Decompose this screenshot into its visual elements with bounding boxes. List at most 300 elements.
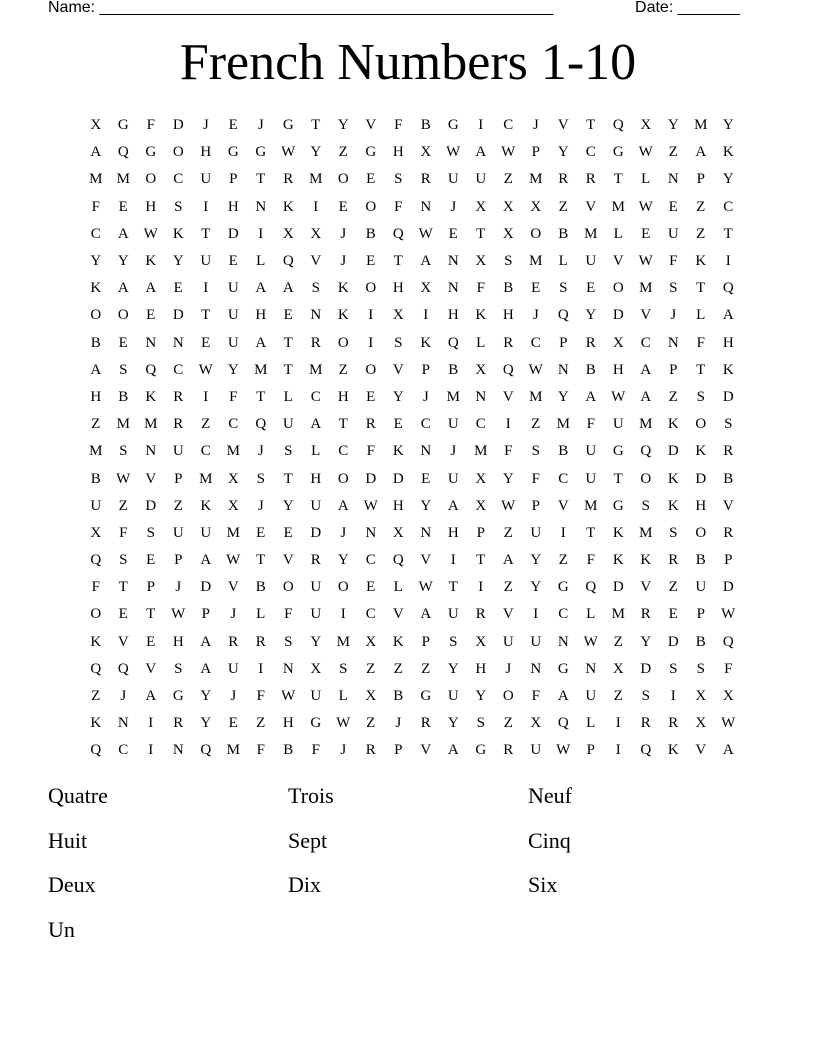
grid-letter[interactable]: A	[200, 660, 212, 677]
grid-letter[interactable]: U	[667, 225, 679, 242]
grid-letter[interactable]: F	[366, 443, 375, 460]
grid-letter[interactable]: V	[502, 388, 514, 405]
grid-letter[interactable]: Z	[201, 416, 211, 433]
grid-letter[interactable]: C	[365, 606, 376, 623]
grid-letter[interactable]: I	[368, 334, 374, 351]
grid-letter[interactable]: X	[475, 198, 487, 215]
grid-letter[interactable]: J	[230, 606, 237, 623]
grid-letter[interactable]: T	[256, 171, 266, 188]
grid-letter[interactable]: M	[529, 388, 543, 405]
grid-letter[interactable]: O	[172, 144, 184, 161]
grid-letter[interactable]: X	[475, 470, 487, 487]
grid-letter[interactable]: Y	[722, 117, 734, 134]
grid-letter[interactable]: W	[226, 552, 241, 569]
grid-letter[interactable]: K	[392, 633, 404, 650]
grid-letter[interactable]: V	[145, 660, 157, 677]
grid-letter[interactable]: C	[90, 225, 101, 242]
grid-letter[interactable]: X	[695, 715, 707, 732]
grid-letter[interactable]: C	[475, 416, 486, 433]
grid-letter[interactable]: O	[365, 198, 377, 215]
grid-letter[interactable]: X	[365, 688, 377, 705]
grid-letter[interactable]: V	[585, 198, 597, 215]
grid-letter[interactable]: O	[365, 280, 377, 297]
grid-letter[interactable]: Q	[640, 742, 652, 759]
grid-letter[interactable]: B	[118, 388, 129, 405]
grid-letter[interactable]: X	[502, 198, 514, 215]
grid-letter[interactable]: A	[557, 688, 569, 705]
grid-letter[interactable]: K	[145, 388, 157, 405]
grid-letter[interactable]: S	[504, 253, 513, 270]
grid-letter[interactable]: N	[172, 334, 184, 351]
grid-letter[interactable]: J	[532, 117, 539, 134]
grid-letter[interactable]: H	[310, 470, 322, 487]
grid-letter[interactable]: G	[612, 443, 624, 460]
grid-letter[interactable]: W	[418, 579, 433, 596]
grid-letter[interactable]: C	[173, 171, 184, 188]
grid-letter[interactable]: F	[531, 688, 540, 705]
grid-letter[interactable]: E	[366, 579, 376, 596]
grid-letter[interactable]: F	[256, 688, 265, 705]
grid-letter[interactable]: Q	[200, 742, 212, 759]
grid-letter[interactable]: K	[420, 334, 432, 351]
grid-letter[interactable]: J	[175, 579, 182, 596]
grid-letter[interactable]: Z	[256, 715, 266, 732]
grid-letter[interactable]: A	[447, 742, 459, 759]
grid-letter[interactable]: S	[449, 633, 458, 650]
grid-letter[interactable]: W	[611, 388, 626, 405]
grid-letter[interactable]: A	[447, 497, 459, 514]
grid-letter[interactable]: A	[475, 144, 487, 161]
grid-letter[interactable]: I	[368, 307, 374, 324]
grid-letter[interactable]: X	[392, 524, 404, 541]
grid-letter[interactable]: M	[144, 416, 158, 433]
grid-letter[interactable]: Y	[172, 253, 184, 270]
grid-letter[interactable]: I	[148, 715, 154, 732]
grid-letter[interactable]: E	[146, 633, 156, 650]
grid-letter[interactable]: R	[228, 633, 239, 650]
grid-letter[interactable]: S	[339, 660, 348, 677]
grid-letter[interactable]: H	[200, 144, 212, 161]
grid-letter[interactable]: U	[447, 606, 459, 623]
grid-letter[interactable]: X	[475, 633, 487, 650]
grid-letter[interactable]: L	[558, 253, 568, 270]
grid-letter[interactable]: I	[313, 198, 319, 215]
grid-letter[interactable]: E	[641, 225, 651, 242]
grid-letter[interactable]: S	[669, 280, 678, 297]
grid-letter[interactable]: M	[529, 171, 543, 188]
grid-letter[interactable]: I	[203, 280, 209, 297]
grid-letter[interactable]: F	[586, 552, 595, 569]
grid-letter[interactable]: M	[446, 388, 460, 405]
grid-letter[interactable]: R	[640, 606, 651, 623]
grid-letter[interactable]: U	[530, 742, 542, 759]
grid-letter[interactable]: Q	[90, 742, 102, 759]
grid-letter[interactable]: A	[145, 280, 157, 297]
grid-letter[interactable]: U	[200, 253, 212, 270]
grid-letter[interactable]: X	[640, 117, 652, 134]
grid-letter[interactable]: Y	[200, 715, 212, 732]
grid-letter[interactable]: P	[696, 171, 705, 188]
grid-letter[interactable]: U	[502, 633, 514, 650]
grid-letter[interactable]: H	[90, 388, 102, 405]
grid-letter[interactable]: Q	[722, 633, 734, 650]
grid-letter[interactable]: B	[283, 742, 294, 759]
grid-letter[interactable]: E	[228, 715, 238, 732]
grid-letter[interactable]: Y	[530, 552, 542, 569]
grid-letter[interactable]: X	[227, 497, 239, 514]
date-field-label[interactable]: Date: _______	[635, 0, 740, 16]
grid-letter[interactable]: K	[667, 416, 679, 433]
grid-letter[interactable]: A	[117, 225, 129, 242]
grid-letter[interactable]: L	[256, 606, 266, 623]
grid-letter[interactable]: I	[203, 198, 209, 215]
grid-letter[interactable]: Q	[282, 253, 294, 270]
grid-letter[interactable]: V	[310, 253, 322, 270]
grid-letter[interactable]: U	[172, 524, 184, 541]
grid-letter[interactable]: A	[722, 307, 734, 324]
grid-letter[interactable]: N	[447, 280, 459, 297]
grid-letter[interactable]: P	[476, 524, 485, 541]
grid-letter[interactable]: W	[501, 497, 516, 514]
grid-letter[interactable]: F	[531, 470, 540, 487]
grid-letter[interactable]: B	[695, 552, 706, 569]
grid-letter[interactable]: O	[365, 361, 377, 378]
grid-letter[interactable]: X	[90, 524, 102, 541]
grid-letter[interactable]: V	[502, 606, 514, 623]
grid-letter[interactable]: D	[392, 470, 404, 487]
grid-letter[interactable]: Z	[503, 715, 513, 732]
grid-letter[interactable]: K	[667, 742, 679, 759]
grid-letter[interactable]: S	[394, 334, 403, 351]
grid-letter[interactable]: K	[695, 443, 707, 460]
grid-letter[interactable]: N	[530, 660, 542, 677]
grid-letter[interactable]: S	[174, 660, 183, 677]
grid-letter[interactable]: X	[475, 253, 487, 270]
grid-letter[interactable]: O	[145, 171, 157, 188]
grid-letter[interactable]: N	[447, 253, 459, 270]
grid-letter[interactable]: F	[229, 388, 238, 405]
grid-letter[interactable]: Z	[338, 361, 348, 378]
grid-letter[interactable]: E	[338, 198, 348, 215]
grid-letter[interactable]: H	[475, 660, 487, 677]
grid-letter[interactable]: E	[586, 280, 596, 297]
grid-letter[interactable]: A	[90, 361, 102, 378]
grid-letter[interactable]: B	[503, 280, 514, 297]
grid-letter[interactable]: I	[725, 253, 731, 270]
grid-letter[interactable]: T	[586, 117, 596, 134]
grid-letter[interactable]: Z	[503, 579, 513, 596]
grid-letter[interactable]: P	[174, 470, 183, 487]
grid-letter[interactable]: Z	[668, 579, 678, 596]
grid-letter[interactable]: K	[695, 253, 707, 270]
grid-letter[interactable]: J	[120, 688, 127, 705]
grid-letter[interactable]: S	[669, 660, 678, 677]
grid-letter[interactable]: Z	[91, 416, 101, 433]
grid-letter[interactable]: E	[173, 280, 183, 297]
grid-letter[interactable]: T	[256, 388, 266, 405]
grid-letter[interactable]: C	[530, 334, 541, 351]
grid-letter[interactable]: I	[340, 606, 346, 623]
grid-letter[interactable]: F	[504, 443, 513, 460]
grid-letter[interactable]: Y	[200, 688, 212, 705]
grid-letter[interactable]: S	[311, 280, 320, 297]
grid-letter[interactable]: I	[258, 660, 264, 677]
grid-letter[interactable]: K	[337, 280, 349, 297]
grid-letter[interactable]: G	[612, 144, 624, 161]
grid-letter[interactable]: S	[256, 470, 265, 487]
grid-letter[interactable]: M	[584, 497, 598, 514]
grid-letter[interactable]: D	[612, 307, 624, 324]
grid-letter[interactable]: S	[119, 443, 128, 460]
grid-letter[interactable]: A	[310, 416, 322, 433]
grid-letter[interactable]: M	[639, 280, 653, 297]
grid-letter[interactable]: T	[311, 117, 321, 134]
grid-letter[interactable]: X	[227, 470, 239, 487]
grid-letter[interactable]: J	[340, 742, 347, 759]
grid-letter[interactable]: U	[695, 579, 707, 596]
grid-letter[interactable]: N	[475, 388, 487, 405]
grid-letter[interactable]: Y	[447, 660, 459, 677]
grid-letter[interactable]: U	[200, 524, 212, 541]
grid-letter[interactable]: I	[615, 742, 621, 759]
grid-letter[interactable]: W	[501, 144, 516, 161]
grid-letter[interactable]: A	[337, 497, 349, 514]
grid-letter[interactable]: R	[723, 524, 734, 541]
grid-letter[interactable]: N	[585, 660, 597, 677]
grid-letter[interactable]: Y	[227, 361, 239, 378]
grid-letter[interactable]: Q	[640, 443, 652, 460]
grid-letter[interactable]: F	[394, 117, 403, 134]
grid-letter[interactable]: V	[282, 552, 294, 569]
grid-letter[interactable]: J	[450, 198, 457, 215]
grid-letter[interactable]: Z	[91, 688, 101, 705]
grid-letter[interactable]: J	[505, 660, 512, 677]
grid-letter[interactable]: Y	[282, 497, 294, 514]
grid-letter[interactable]: W	[638, 198, 653, 215]
grid-letter[interactable]: R	[173, 715, 184, 732]
grid-letter[interactable]: V	[612, 253, 624, 270]
grid-letter[interactable]: V	[640, 307, 652, 324]
grid-letter[interactable]: D	[172, 307, 184, 324]
grid-letter[interactable]: Q	[145, 361, 157, 378]
grid-letter[interactable]: D	[365, 470, 377, 487]
grid-letter[interactable]: G	[475, 742, 487, 759]
grid-letter[interactable]: Y	[392, 388, 404, 405]
grid-letter[interactable]: H	[695, 497, 707, 514]
grid-letter[interactable]: Y	[530, 579, 542, 596]
grid-letter[interactable]: H	[145, 198, 157, 215]
grid-letter[interactable]: W	[638, 253, 653, 270]
grid-letter[interactable]: U	[227, 307, 239, 324]
grid-letter[interactable]: D	[310, 524, 322, 541]
grid-letter[interactable]: P	[586, 742, 595, 759]
grid-letter[interactable]: R	[503, 742, 514, 759]
grid-letter[interactable]: V	[557, 497, 569, 514]
grid-letter[interactable]: P	[724, 552, 733, 569]
grid-letter[interactable]: M	[116, 416, 130, 433]
grid-letter[interactable]: I	[560, 524, 566, 541]
grid-letter[interactable]: A	[255, 280, 267, 297]
grid-letter[interactable]: V	[365, 117, 377, 134]
grid-letter[interactable]: F	[119, 524, 128, 541]
grid-letter[interactable]: U	[447, 171, 459, 188]
grid-letter[interactable]: E	[283, 307, 293, 324]
grid-letter[interactable]: K	[722, 144, 734, 161]
grid-letter[interactable]: J	[450, 443, 457, 460]
grid-letter[interactable]: G	[117, 117, 129, 134]
grid-letter[interactable]: R	[255, 633, 266, 650]
grid-letter[interactable]: N	[282, 660, 294, 677]
grid-letter[interactable]: U	[475, 171, 487, 188]
grid-letter[interactable]: U	[282, 416, 294, 433]
grid-letter[interactable]: D	[695, 470, 707, 487]
grid-letter[interactable]: E	[146, 552, 156, 569]
grid-letter[interactable]: V	[420, 552, 432, 569]
grid-letter[interactable]: U	[310, 579, 322, 596]
grid-letter[interactable]: R	[668, 552, 679, 569]
grid-letter[interactable]: U	[585, 443, 597, 460]
grid-letter[interactable]: U	[227, 660, 239, 677]
grid-letter[interactable]: C	[173, 361, 184, 378]
grid-letter[interactable]: G	[447, 117, 459, 134]
grid-letter[interactable]: W	[336, 715, 351, 732]
grid-letter[interactable]: R	[310, 552, 321, 569]
grid-letter[interactable]: O	[90, 307, 102, 324]
grid-letter[interactable]: X	[310, 660, 322, 677]
grid-letter[interactable]: P	[421, 633, 430, 650]
grid-letter[interactable]: G	[282, 117, 294, 134]
grid-letter[interactable]: E	[283, 524, 293, 541]
grid-letter[interactable]: C	[640, 334, 651, 351]
grid-letter[interactable]: Z	[118, 497, 128, 514]
grid-letter[interactable]: D	[722, 388, 734, 405]
grid-letter[interactable]: U	[585, 688, 597, 705]
grid-letter[interactable]: V	[117, 633, 129, 650]
grid-letter[interactable]: U	[310, 606, 322, 623]
grid-letter[interactable]: X	[475, 361, 487, 378]
grid-letter[interactable]: G	[172, 688, 184, 705]
grid-letter[interactable]: V	[695, 742, 707, 759]
grid-letter[interactable]: P	[201, 606, 210, 623]
grid-letter[interactable]: J	[532, 307, 539, 324]
grid-letter[interactable]: R	[310, 334, 321, 351]
grid-letter[interactable]: H	[502, 307, 514, 324]
grid-letter[interactable]: M	[639, 416, 653, 433]
grid-letter[interactable]: S	[641, 688, 650, 705]
grid-letter[interactable]: M	[226, 443, 240, 460]
grid-letter[interactable]: R	[420, 715, 431, 732]
grid-letter[interactable]: D	[172, 117, 184, 134]
grid-letter[interactable]: S	[696, 660, 705, 677]
grid-letter[interactable]: C	[558, 470, 569, 487]
grid-letter[interactable]: F	[394, 198, 403, 215]
grid-letter[interactable]: D	[667, 633, 679, 650]
grid-letter[interactable]: B	[420, 117, 431, 134]
grid-letter[interactable]: F	[91, 198, 100, 215]
grid-letter[interactable]: N	[145, 334, 157, 351]
grid-letter[interactable]: G	[255, 144, 267, 161]
grid-letter[interactable]: X	[530, 715, 542, 732]
grid-letter[interactable]: S	[146, 524, 155, 541]
grid-letter[interactable]: H	[392, 280, 404, 297]
grid-letter[interactable]: W	[638, 144, 653, 161]
grid-letter[interactable]: G	[420, 688, 432, 705]
grid-letter[interactable]: T	[283, 470, 293, 487]
grid-letter[interactable]: J	[340, 225, 347, 242]
grid-letter[interactable]: Z	[366, 660, 376, 677]
grid-letter[interactable]: C	[118, 742, 129, 759]
grid-letter[interactable]: R	[668, 715, 679, 732]
grid-letter[interactable]: B	[558, 225, 569, 242]
grid-letter[interactable]: R	[475, 606, 486, 623]
grid-letter[interactable]: M	[584, 225, 598, 242]
grid-letter[interactable]: B	[723, 470, 734, 487]
grid-letter[interactable]: J	[202, 117, 209, 134]
grid-letter[interactable]: P	[421, 361, 430, 378]
grid-letter[interactable]: F	[311, 742, 320, 759]
grid-letter[interactable]: X	[612, 334, 624, 351]
grid-letter[interactable]: T	[613, 171, 623, 188]
grid-letter[interactable]: Y	[557, 388, 569, 405]
grid-letter[interactable]: Y	[475, 688, 487, 705]
grid-letter[interactable]: I	[505, 416, 511, 433]
grid-letter[interactable]: K	[337, 307, 349, 324]
grid-letter[interactable]: S	[119, 552, 128, 569]
grid-letter[interactable]: V	[640, 579, 652, 596]
grid-letter[interactable]: E	[228, 253, 238, 270]
grid-letter[interactable]: M	[309, 361, 323, 378]
grid-letter[interactable]: O	[695, 416, 707, 433]
grid-letter[interactable]: N	[117, 715, 129, 732]
grid-letter[interactable]: B	[448, 361, 459, 378]
grid-letter[interactable]: B	[695, 633, 706, 650]
grid-letter[interactable]: X	[392, 307, 404, 324]
grid-letter[interactable]: T	[613, 470, 623, 487]
grid-letter[interactable]: K	[640, 552, 652, 569]
grid-letter[interactable]: Q	[392, 552, 404, 569]
grid-letter[interactable]: Y	[337, 117, 349, 134]
grid-letter[interactable]: X	[282, 225, 294, 242]
grid-letter[interactable]: T	[696, 361, 706, 378]
grid-letter[interactable]: U	[585, 253, 597, 270]
grid-letter[interactable]: L	[476, 334, 486, 351]
grid-letter[interactable]: S	[119, 361, 128, 378]
grid-letter[interactable]: F	[476, 280, 485, 297]
grid-letter[interactable]: A	[117, 280, 129, 297]
grid-letter[interactable]: T	[586, 524, 596, 541]
grid-letter[interactable]: Z	[338, 144, 348, 161]
grid-letter[interactable]: O	[337, 334, 349, 351]
grid-letter[interactable]: P	[174, 552, 183, 569]
grid-letter[interactable]: E	[448, 225, 458, 242]
grid-letter[interactable]: X	[722, 688, 734, 705]
grid-letter[interactable]: C	[338, 443, 349, 460]
grid-letter[interactable]: W	[281, 144, 296, 161]
grid-letter[interactable]: C	[585, 144, 596, 161]
grid-letter[interactable]: H	[722, 334, 734, 351]
grid-letter[interactable]: L	[283, 388, 293, 405]
grid-letter[interactable]: U	[585, 470, 597, 487]
grid-letter[interactable]: A	[420, 253, 432, 270]
grid-letter[interactable]: F	[146, 117, 155, 134]
grid-letter[interactable]: R	[173, 388, 184, 405]
grid-letter[interactable]: N	[557, 633, 569, 650]
grid-letter[interactable]: S	[559, 280, 568, 297]
grid-letter[interactable]: D	[722, 579, 734, 596]
grid-letter[interactable]: B	[365, 225, 376, 242]
grid-letter[interactable]: O	[612, 280, 624, 297]
grid-letter[interactable]: Y	[640, 633, 652, 650]
